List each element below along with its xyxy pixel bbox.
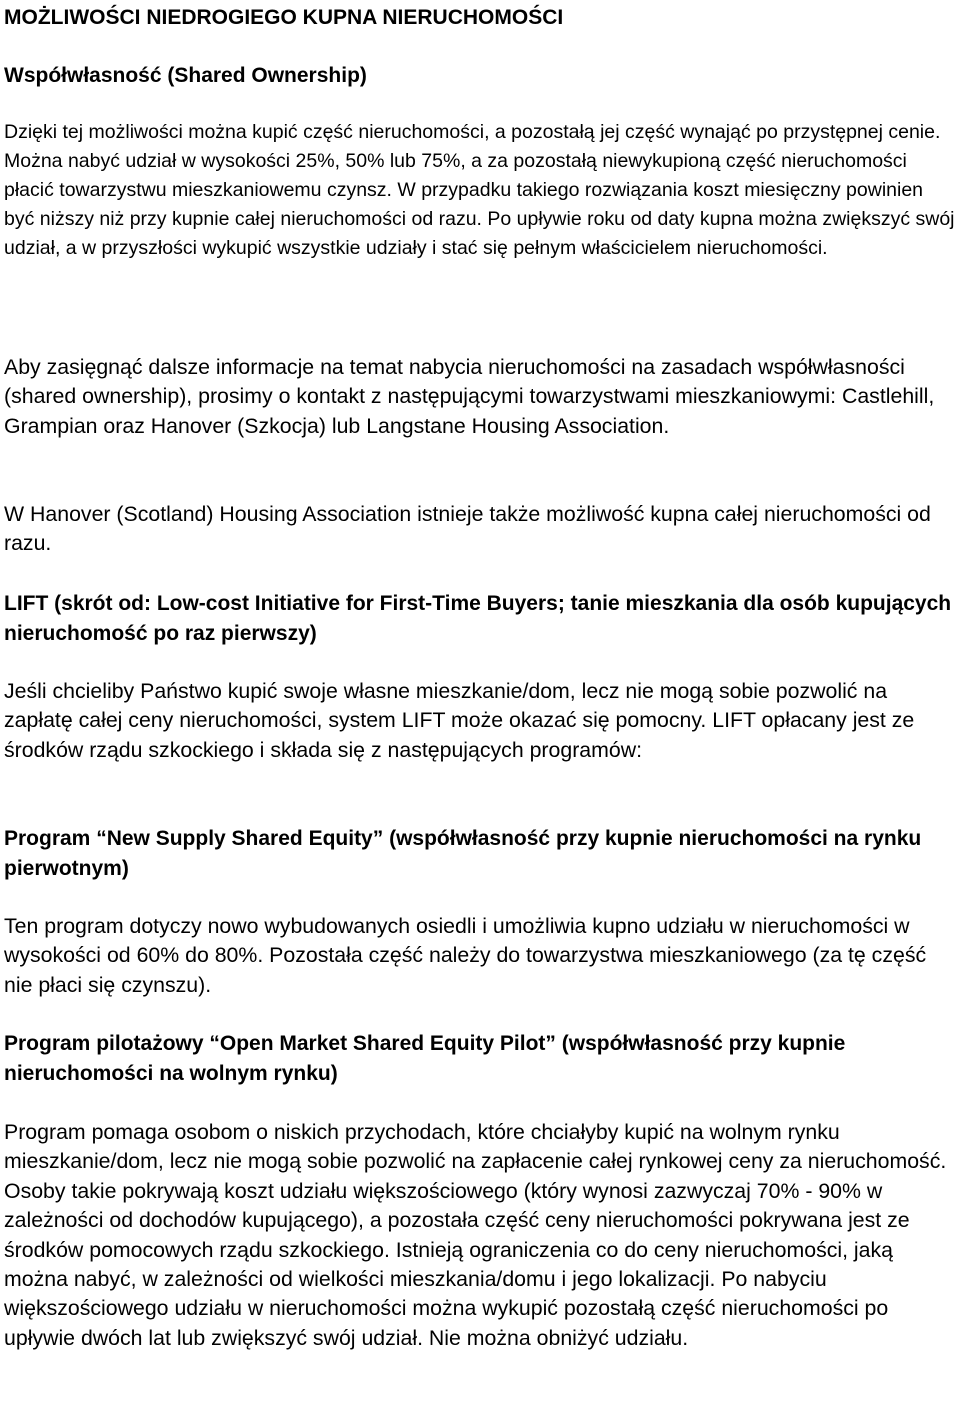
heading-shared-ownership: Współwłasność (Shared Ownership) <box>4 64 367 87</box>
paragraph-new-supply-description: Ten program dotyczy nowo wybudowanych osiedli i umożliwia kupno udziału w nieruchomości w wysokości od 60% do 80%. Pozostała część należy do towarzystwa mieszkaniowego (za tę część nie płaci się czynszu). <box>4 914 927 997</box>
paragraph-open-market-description: Program pomaga osobom o niskich przychodach, które chciałyby kupić na wolnym rynku mieszkanie/dom, lecz nie mogą sobie pozwolić na zapłacenie całej rynkowej ceny za nieruchomość. Osoby takie pokrywają koszt udziału większościowego (który wynosi zazwyczaj 70% - 90% w zależności od dochodów kupującego), a pozostała część ceny nieruchomości pokrywana jest ze środków pomocowych rządu szkockiego. Istnieją ograniczenia co do ceny nieruchomości, jaką można nabyć, w zależności od wielkości mieszkania/domu i jego lokalizacji. Po nabyciu większościowego udziału w nieruchomości można wykupić pozostałą część nieruchomości po upływie dwóch lat lub zwiększyć swój udział. Nie można obniżyć udziału. <box>4 1120 947 1350</box>
paragraph-shared-ownership-description: Dzięki tej możliwości można kupić część nieruchomości, a pozostałą jej część wynająć po przystępnej cenie. Można nabyć udział w wysokości 25%, 50% lub 75%, a za pozostałą niewykupioną część nieruchomości płacić towarzystwu mieszkaniowemu czynsz. W przypadku takiego rozwiązania koszt miesięczny powinien być niższy niż przy kupnie całej nieruchomości od razu. Po upływie roku od daty kupna można zwiększyć swój udział, a w przyszłości wykupić wszystkie udziały i stać się pełnym właścicielem nieruchomości. <box>4 121 955 260</box>
paragraph-shared-ownership-contacts: Aby zasięgnąć dalsze informacje na temat nabycia nieruchomości na zasadach współwłasności (shared ownership), prosimy o kontakt z następującymi towarzystwami mieszkaniowymi: Castlehill, Grampian oraz Hanover (Szkocja) lub Langstane Housing Association. <box>4 355 935 438</box>
heading-lift: LIFT (skrót od: Low-cost Initiative for First-Time Buyers; tanie mieszkania dla osób kupujących nieruchomość po raz pierwszy) <box>4 592 952 645</box>
paragraph-lift-description: Jeśli chcieliby Państwo kupić swoje własne mieszkanie/dom, lecz nie mogą sobie pozwolić na zapłatę całej ceny nieruchomości, system LIFT może okazać się pomocny. LIFT opłacany jest ze środków rządu szkockiego i składa się z następujących programów: <box>4 679 915 762</box>
paragraph-hanover-full-purchase: W Hanover (Scotland) Housing Association istnieje także możliwość kupna całej nieruchomości od razu. <box>4 502 931 556</box>
heading-open-market-shared-equity: Program pilotażowy “Open Market Shared Equity Pilot” (współwłasność przy kupnie nieruchomości na wolnym rynku) <box>4 1032 846 1085</box>
heading-new-supply-shared-equity: Program “New Supply Shared Equity” (współwłasność przy kupnie nieruchomości na rynku pierwotnym) <box>4 827 922 880</box>
document-title: MOŻLIWOŚCI NIEDROGIEGO KUPNA NIERUCHOMOŚCI <box>4 6 564 29</box>
